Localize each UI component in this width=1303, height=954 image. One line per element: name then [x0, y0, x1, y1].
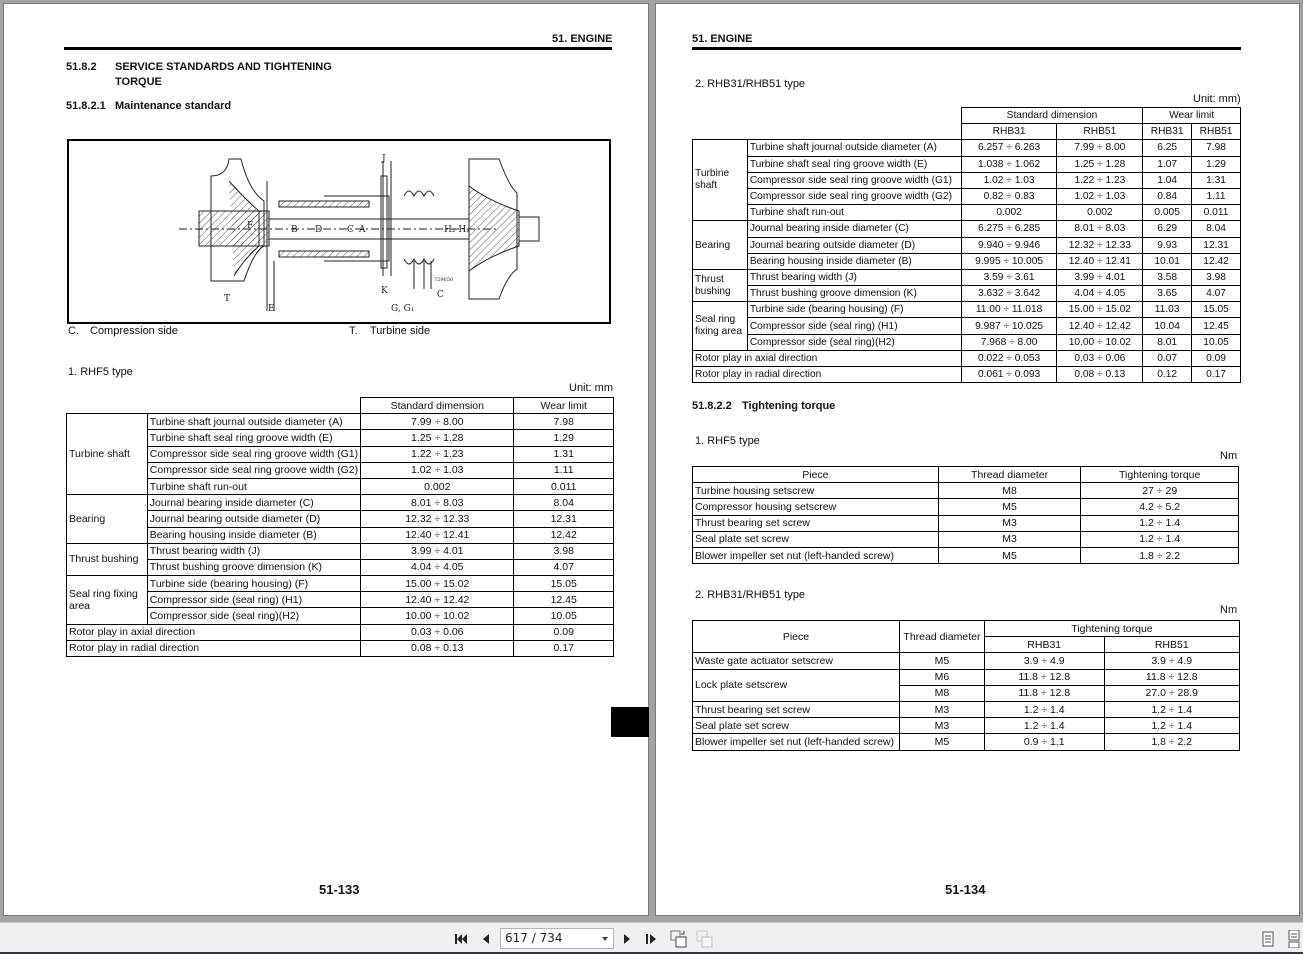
subsection-number: 51.8.2.2 — [692, 400, 732, 412]
table-row: Waste gate actuator setscrew M5 3.9 ÷ 4.9 3.9 ÷ 4.9 — [693, 653, 1240, 669]
torque-unit: Nm — [1220, 604, 1238, 616]
table-row: Bearing housing inside diameter (B) 12.40 ÷ 12.41 12.42 — [67, 527, 614, 543]
table-row: Compressor side seal ring groove width (G1) 1.02 ÷ 1.03 1.22 ÷ 1.23 1.04 1.31 — [693, 172, 1241, 188]
table-row: Thrust bushing groove dimension (K) 3.632 ÷ 3.642 4.04 ÷ 4.05 3.65 4.07 — [693, 286, 1241, 302]
torque-table-title-rhb: 2. RHB31/RHB51 type — [695, 589, 806, 601]
caption-c-text: Compression side — [90, 325, 179, 337]
group-label: Turbine shaft — [693, 140, 748, 221]
table-row: M8 11.8 ÷ 12.8 27.0 ÷ 28.9 — [693, 685, 1240, 701]
group-label: Bearing — [693, 221, 748, 270]
unit-label: Unit: mm) — [1193, 93, 1241, 105]
table-row: Bearing housing inside diameter (B) 9.995 ÷ 10.005 12.40 ÷ 12.41 10.01 12.42 — [693, 253, 1241, 269]
last-page-button[interactable] — [644, 929, 660, 949]
table-row: Bearing Journal bearing inside diameter (C) 6.275 ÷ 6.285 8.01 ÷ 8.03 6.29 8.04 — [693, 221, 1241, 237]
table-row: Compressor side seal ring groove width (G1) 1.22 ÷ 1.23 1.31 — [67, 446, 614, 462]
table-row: Turbine shaft seal ring groove width (E) 1.038 ÷ 1.062 1.25 ÷ 1.28 1.07 1.29 — [693, 156, 1241, 172]
subsection-title: Maintenance standard — [115, 100, 232, 112]
table-row: Turbine shaft seal ring groove width (E) 1.25 ÷ 1.28 1.29 — [67, 430, 614, 446]
group-label: Thrust bushing — [693, 269, 748, 301]
svg-text:D: D — [315, 225, 323, 235]
table-row: Rotor play in axial direction 0.03 ÷ 0.06 0.09 — [67, 624, 614, 640]
turbocharger-diagram-icon — [69, 141, 609, 322]
subsection-number: 51.8.2.1 — [66, 100, 106, 112]
table-row: Seal ring fixing area Turbine side (bearing housing) (F) 11.00 ÷ 11.018 15.00 ÷ 15.02 11.03 15.05 — [693, 302, 1241, 318]
page-number: 51-133 — [319, 882, 360, 897]
table-row: Thrust bushing Thrust bearing width (J) 3.99 ÷ 4.01 3.98 — [67, 543, 614, 559]
svg-text:G, G₁: G, G₁ — [391, 304, 415, 314]
continuous-page-icon — [1288, 930, 1300, 948]
chevron-down-icon — [602, 937, 608, 941]
maintenance-table-rhf5 — [66, 397, 614, 657]
page-51-134 — [655, 3, 1300, 916]
table-row: Compressor housing setscrew M5 4.2 ÷ 5.2 — [693, 499, 1239, 515]
table-row: Rotor play in axial direction 0.022 ÷ 0.053 0.03 ÷ 0.06 0.07 0.09 — [693, 350, 1241, 366]
torque-unit: Nm — [1220, 450, 1238, 462]
last-page-icon — [645, 932, 659, 946]
page-number: 51-134 — [945, 882, 986, 897]
table-row: Lock plate setscrew M6 11.8 ÷ 12.8 11.8 ÷ 12.8 — [693, 669, 1240, 685]
maintenance-table-rhb31-rhb51: Standard dimension Wear limit RHB31 RHB51 RHB31 RHB51 Turbine shaft Turbine shaft journal outside diameter (A) 6.257 ÷ 6.263 7.99 ÷ 8.00 6.25 7.98 Turbine shaft seal ring groove width (E) 1.038 ÷ 1.062 1.25 ÷ 1.28 1.07 1.29 Compressor side seal ring groove width (G1) 1.02 ÷ 1.03 1.22 ÷ 1.23 1.04 1.31 Compressor side seal ring groove width (G2) 0.82 ÷ 0.83 1.02 ÷ 1.03 0.84 1.11 Turbine shaft run-out 0.002 0.002 0.005 0.011 Bearing Journal bearing inside diameter (C) 6.275 ÷ 6.285 8.01 ÷ 8.03 6.29 8.04 Journal bearing outside diameter (D) 9.940 ÷ 9.946 12.32 ÷ 12.33 9.93 12.31 Bearing housing inside diameter (B) 9.995 ÷ 10.005 12.40 ÷ 12.41 10.01 12.42 Thrust bushing Thrust bearing width (J) 3.59 ÷ 3.61 3.99 ÷ 4.01 3.58 3.98 Thrust bushing groove dimension (K) 3.632 ÷ 3.642 4.04 ÷ 4.05 3.65 4.07 Seal ring fixing area Turbine side (bearing housing) (F) 11.00 ÷ 11.018 15.00 ÷ 15.02 11.03 15.05 Compressor side (seal ring) (H1) 9.987 ÷ 10.025 12.40 ÷ 12.42 10.04 12.45 Compressor side (seal ring)(H2) 7.968 ÷ 8.00 10.00 ÷ 10.02 8.01 10.05 Rotor play in axial direction 0.022 ÷ 0.053 0.03 ÷ 0.06 0.07 0.09 Rotor play in radial direction 0.061 ÷ 0.093 0.08 ÷ 0.13 0.12 0.17 — [692, 107, 1241, 383]
caption-t-text: Turbine side — [370, 325, 431, 337]
svg-text:E: E — [268, 304, 275, 314]
svg-text:F: F — [247, 221, 254, 231]
caption-t-label: T. — [349, 325, 358, 337]
torque-table-title-rhf5: 1. RHF5 type — [695, 435, 760, 447]
unit-label: Unit: mm — [569, 382, 613, 394]
table-row: Turbine shaft Turbine shaft journal outside diameter (A) 7.99 ÷ 8.00 7.98 — [67, 414, 614, 430]
next-page-icon — [622, 932, 632, 946]
section-title: SERVICE STANDARDS AND TIGHTENING — [115, 61, 332, 73]
svg-text:H₂ H₁: H₂ H₁ — [444, 225, 470, 235]
col-header-standard: Standard dimension — [961, 108, 1142, 124]
col-header-wear: Wear limit — [514, 398, 614, 414]
page-header: 51. ENGINE — [552, 33, 613, 45]
view-mode-alt-button[interactable] — [695, 929, 715, 949]
table-row: Rotor play in radial direction 0.061 ÷ 0.093 0.08 ÷ 0.13 0.12 0.17 — [693, 367, 1241, 383]
svg-text:C: C — [347, 225, 354, 235]
table-row: Compressor side seal ring groove width (G2) 0.82 ÷ 0.83 1.02 ÷ 1.03 0.84 1.11 — [693, 188, 1241, 204]
single-page-view-button[interactable] — [1261, 929, 1275, 949]
col-header-standard: Standard dimension — [361, 398, 514, 414]
table-row: Blower impeller set nut (left-handed screw) M5 0.9 ÷ 1.1 1.8 ÷ 2.2 — [693, 734, 1240, 750]
caption-c-label: C. — [68, 325, 79, 337]
table-row: Compressor side (seal ring)(H2) 10.00 ÷ 10.02 10.05 — [67, 608, 614, 624]
table-row: Rotor play in radial direction 0.08 ÷ 0.13 0.17 — [67, 640, 614, 656]
page-indicator: 617 / 734 — [505, 931, 563, 945]
page-51-133 — [3, 3, 649, 916]
page-header: 51. ENGINE — [692, 33, 753, 45]
group-label: Turbine shaft — [67, 414, 148, 495]
single-page-icon — [1262, 931, 1274, 947]
table-row: Thrust bushing groove dimension (K) 4.04 ÷ 4.05 4.07 — [67, 559, 614, 575]
torque-table-rhb31-rhb51: Piece Thread diameter Tightening torque RHB31 RHB51 Waste gate actuator setscrew M5 3.9 ÷ 4.9 3.9 ÷ 4.9 Lock plate setscrew M6 11.8 ÷ 12.8 11.8 ÷ 12.8 M8 11.8 ÷ 12.8 27.0 ÷ 28.9 Thrust bearing set screw M3 1.2 ÷ 1.4 1.2 ÷ 1.4 Seal plate set screw M3 1.2 ÷ 1.4 1.2 ÷ 1.4 Blower impeller set nut (left-handed screw) M5 0.9 ÷ 1.1 1.8 ÷ 2.2 — [692, 620, 1240, 751]
view-mode-button[interactable] — [669, 929, 689, 949]
table-row: Thrust bearing set screw M3 1.2 ÷ 1.4 1.2 ÷ 1.4 — [693, 701, 1240, 717]
subsection-title: Tightening torque — [742, 400, 836, 412]
table-row: Compressor side (seal ring) (H1) 9.987 ÷ 10.025 12.40 ÷ 12.42 10.04 12.45 — [693, 318, 1241, 334]
first-page-icon — [454, 932, 468, 946]
prev-page-icon — [480, 932, 490, 946]
header-rule — [692, 47, 1241, 50]
section-title-line2: TORQUE — [115, 76, 162, 88]
svg-text:C: C — [437, 290, 444, 300]
svg-text:729650: 729650 — [434, 277, 454, 283]
table-row: Blower impeller set nut (left-handed screw) M5 1.8 ÷ 2.2 — [693, 547, 1239, 563]
table-row: Compressor side seal ring groove width (G2) 1.02 ÷ 1.03 1.11 — [67, 462, 614, 478]
section-number: 51.8.2 — [66, 61, 97, 73]
table-row: Seal plate set screw M3 1.2 ÷ 1.4 — [693, 531, 1239, 547]
svg-text:B: B — [291, 225, 298, 235]
group-label: Seal ring fixing area — [693, 302, 748, 351]
svg-text:A: A — [359, 225, 366, 235]
table-title-rhf5: 1. RHF5 type — [68, 366, 133, 378]
header-rule — [64, 47, 612, 50]
page-tab-marker — [611, 707, 649, 737]
first-page-button[interactable] — [452, 929, 470, 949]
table-row: Compressor side (seal ring) (H1) 12.40 ÷ 12.42 12.45 — [67, 592, 614, 608]
view-mode-icon — [670, 930, 688, 948]
table-row: Turbine shaft Turbine shaft journal outside diameter (A) 6.257 ÷ 6.263 7.99 ÷ 8.00 6.25 7.98 — [693, 140, 1241, 156]
table-row: Thrust bearing set screw M3 1.2 ÷ 1.4 — [693, 515, 1239, 531]
navigation-toolbar — [0, 922, 1303, 954]
next-page-button[interactable] — [621, 929, 633, 949]
group-label: Thrust bushing — [67, 543, 148, 575]
svg-text:K: K — [381, 286, 388, 296]
table-title-rhb: 2. RHB31/RHB51 type — [695, 78, 806, 90]
group-label: Bearing — [67, 495, 148, 544]
table-row: Turbine shaft run-out 0.002 0.011 — [67, 478, 614, 494]
table-row: Journal bearing outside diameter (D) 12.32 ÷ 12.33 12.31 — [67, 511, 614, 527]
table-row: Seal plate set screw M3 1.2 ÷ 1.4 1.2 ÷ 1.4 — [693, 718, 1240, 734]
table-row: Bearing Journal bearing inside diameter (C) 8.01 ÷ 8.03 8.04 — [67, 495, 614, 511]
torque-table-rhf5: Piece Thread diameter Tightening torque Turbine housing setscrew M8 27 ÷ 29 Compressor housing setscrew M5 4.2 ÷ 5.2 Thrust bearing set screw M3 1.2 ÷ 1.4 Seal plate set screw M3 1.2 ÷ 1.4 Blower impeller set nut (left-handed screw) M5 1.8 ÷ 2.2 — [692, 466, 1239, 564]
table-row: Thrust bushing Thrust bearing width (J) 3.59 ÷ 3.61 3.99 ÷ 4.01 3.58 3.98 — [693, 269, 1241, 285]
previous-page-button[interactable] — [478, 929, 492, 949]
col-header-wear: Wear limit — [1143, 108, 1241, 124]
table-row: Turbine shaft run-out 0.002 0.002 0.005 0.011 — [693, 205, 1241, 221]
page-number-select[interactable] — [500, 928, 614, 949]
turbocharger-cross-section-figure — [67, 139, 611, 324]
table-row: Seal ring fixing area Turbine side (bearing housing) (F) 15.00 ÷ 15.02 15.05 — [67, 576, 614, 592]
table-row: Turbine housing setscrew M8 27 ÷ 29 — [693, 483, 1239, 499]
svg-text:J: J — [382, 154, 386, 164]
table-row: Compressor side (seal ring)(H2) 7.968 ÷ 8.00 10.00 ÷ 10.02 8.01 10.05 — [693, 334, 1241, 350]
table-row: Journal bearing outside diameter (D) 9.940 ÷ 9.946 12.32 ÷ 12.33 9.93 12.31 — [693, 237, 1241, 253]
continuous-view-button[interactable] — [1287, 929, 1301, 949]
view-mode-alt-icon — [696, 930, 714, 948]
svg-text:T: T — [224, 294, 231, 304]
group-label: Seal ring fixing area — [67, 576, 148, 625]
